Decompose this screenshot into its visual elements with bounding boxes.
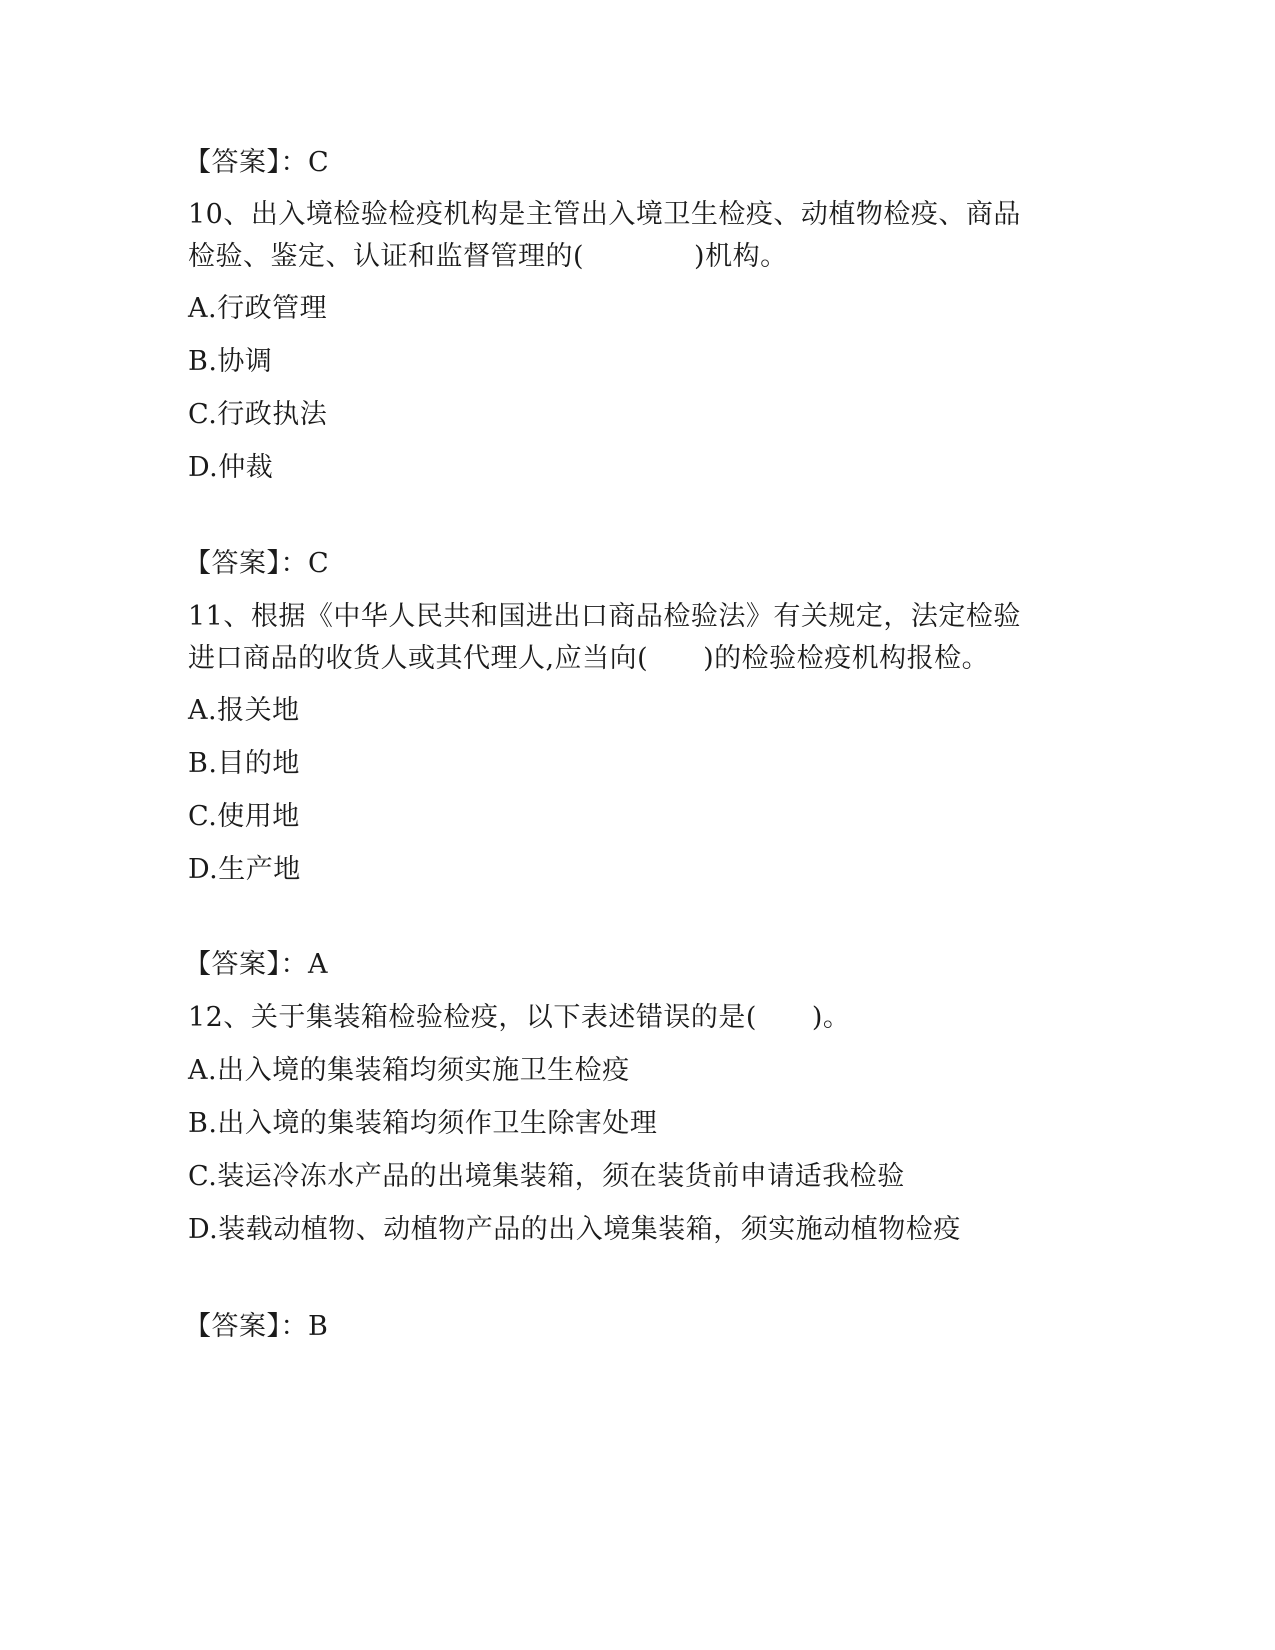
question-11-text-line-1: 11、根据《中华人民共和国进出口商品检验法》有关规定，法定检验 [188,601,1021,632]
answer-value: C [308,147,330,178]
question-12-text-line-1: 12、关于集装箱检验检疫，以下表述错误的是( )。 [188,1002,851,1033]
question-10-text-line-1: 10、出入境检验检疫机构是主管出入境卫生检疫、动植物检疫、商品 [188,199,1021,230]
question-10-answer-line [184,547,329,581]
question-12-option-a: A.出入境的集装箱均须实施卫生检疫 [188,1055,630,1086]
answer-label: 【答案】： [184,147,308,178]
answer-line [184,146,329,180]
question-11-option-a: A.报关地 [188,695,300,726]
question-10-option-a: A.行政管理 [188,293,328,324]
answer-value: A [308,949,328,980]
answer-value: B [308,1311,329,1342]
answer-label: 【答案】： [184,548,308,579]
question-12-option-b: B.出入境的集装箱均须作卫生除害处理 [188,1108,658,1139]
question-11-option-c: C.使用地 [188,801,300,832]
answer-value: C [308,548,330,579]
question-10-option-d: D.仲裁 [188,452,274,483]
question-12-option-c: C.装运冷冻水产品的出境集装箱，须在装货前申请适我检验 [188,1161,905,1192]
question-10-text-line-2: 检验、鉴定、认证和监督管理的( )机构。 [188,241,788,272]
question-10-option-c: C.行政执法 [188,399,328,430]
question-11-option-d: D.生产地 [188,854,301,885]
question-11-answer-line [184,948,328,982]
question-12-option-d: D.装载动植物、动植物产品的出入境集装箱，须实施动植物检疫 [188,1214,961,1245]
question-11-text-line-2: 进口商品的收货人或其代理人,应当向( )的检验检疫机构报检。 [188,643,990,674]
question-12-answer-line [184,1310,328,1344]
question-10-option-b: B.协调 [188,346,273,377]
question-11-option-b: B.目的地 [188,748,300,779]
answer-label: 【答案】： [184,949,308,980]
answer-label: 【答案】： [184,1311,308,1342]
